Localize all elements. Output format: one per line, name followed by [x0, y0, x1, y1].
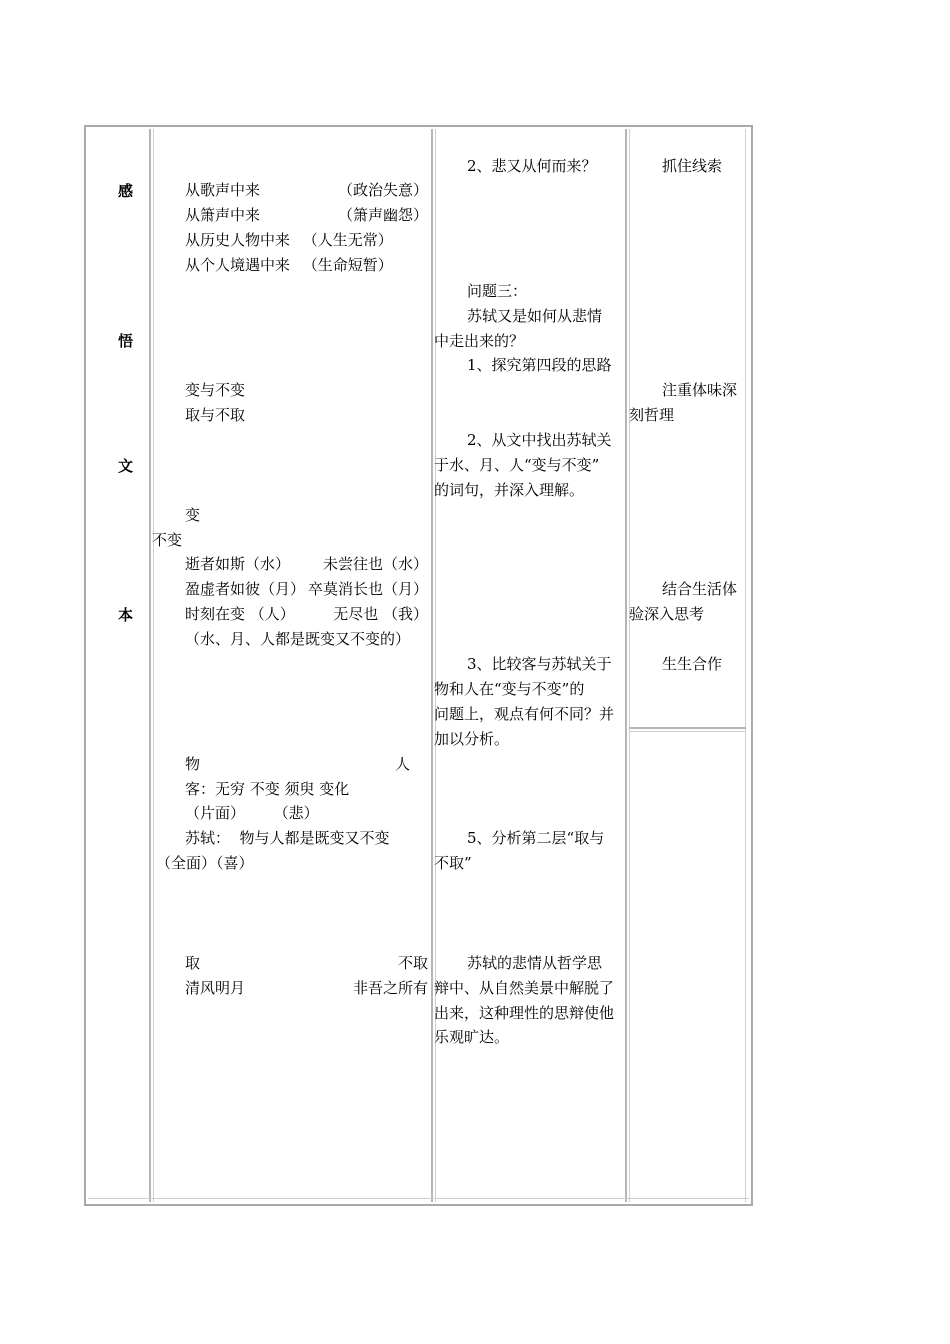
- question-3-line1: 苏轼又是如何从悲情: [467, 307, 603, 325]
- pair-a: 时刻在变 （人）: [185, 605, 295, 623]
- source-label: 从歌声中来: [185, 181, 261, 199]
- topic-change: 变与不变: [185, 381, 246, 399]
- table-frame: [84, 125, 753, 1206]
- source-note: （箫声幽怨）: [337, 206, 428, 224]
- pair-b: 卒莫消长也（月）: [307, 580, 428, 598]
- pair-a: 逝者如斯（水）: [185, 555, 291, 573]
- step-3-line4: 加以分析。: [434, 730, 510, 748]
- source-row-2: [185, 203, 428, 228]
- label-nochange: 不变: [152, 531, 183, 549]
- sushi-line: 苏轼： 物与人都是既变又不变: [185, 829, 390, 847]
- source-note: （生命短暂）: [302, 256, 393, 274]
- pair-row-3: [185, 602, 428, 627]
- step-3-line2: 物和人在“变与不变”的: [434, 680, 585, 698]
- source-note: （政治失意）: [337, 181, 428, 199]
- summary-line: （水、月、人都是既变又不变的）: [185, 630, 411, 648]
- row-divider-col4: [629, 727, 746, 729]
- label-feiwu: 非吾之所有: [352, 979, 428, 997]
- conclusion-line4: 乐观旷达。: [434, 1028, 510, 1046]
- qingfeng-row: [185, 976, 428, 1001]
- note-3-line1: 结合生活体: [662, 580, 738, 598]
- pair-b: 无尽也 （我）: [333, 605, 428, 623]
- source-label: 从箫声中来: [185, 206, 261, 224]
- note-3-line2: 验深入思考: [629, 605, 705, 623]
- step-5-line1: 5、分析第二层“取与: [467, 829, 605, 847]
- label-buqu: 不取: [397, 954, 428, 972]
- pair-b: 未尝往也（水）: [322, 555, 428, 573]
- heading-char-1: 感: [118, 182, 134, 200]
- ke-note: （片面） （悲）: [185, 804, 319, 822]
- column-divider-3: [625, 129, 627, 1202]
- column-divider-4-inner: [745, 129, 746, 1202]
- ke-line: 客：无穷 不变 须臾 变化: [185, 780, 350, 798]
- topic-take: 取与不取: [185, 406, 246, 424]
- source-note: （人生无常）: [302, 231, 393, 249]
- heading-char-2: 悟: [118, 332, 134, 350]
- conclusion-line3: 出来，这种理性的思辩使他: [434, 1004, 615, 1022]
- question-3-line2: 中走出来的？: [434, 332, 525, 350]
- pair-a: 盈虚者如彼（月）: [185, 580, 306, 598]
- conclusion-line1: 苏轼的悲情从哲学思: [467, 954, 603, 972]
- column-divider-1-inner: [153, 129, 154, 1202]
- step-3-line3: 问题上，观点有何不同？并: [434, 705, 615, 723]
- step-1: 1、探究第四段的思路: [467, 356, 612, 374]
- source-label: 从个人境遇中来: [185, 256, 291, 274]
- note-4: 生生合作: [662, 655, 723, 673]
- source-label: 从历史人物中来: [185, 231, 291, 249]
- note-1: 抓住线索: [662, 157, 723, 175]
- label-wu: 物: [185, 755, 201, 773]
- note-2-line2: 刻哲理: [629, 406, 675, 424]
- conclusion-line2: 辩中、从自然美景中解脱了: [434, 979, 615, 997]
- label-ren: 人: [394, 755, 410, 773]
- note-2-line1: 注重体味深: [662, 381, 738, 399]
- column-divider-1: [149, 129, 151, 1202]
- label-change: 变: [185, 506, 201, 524]
- step-3-line1: 3、比较客与苏轼关于: [467, 655, 612, 673]
- source-row-1: [185, 178, 428, 203]
- source-row-4: [185, 253, 393, 278]
- heading-char-4: 本: [118, 606, 134, 624]
- step-2-line3: 的词句，并深入理解。: [434, 481, 585, 499]
- column-divider-2: [431, 129, 433, 1202]
- column-divider-3-inner: [629, 129, 630, 1202]
- row-divider-col4-inner: [629, 731, 746, 732]
- source-row-3: [185, 228, 393, 253]
- step-5-line2: 不取”: [434, 854, 472, 872]
- pair-row-2: [185, 577, 428, 602]
- step-2-line2: 于水、月、人“变与不变”: [434, 456, 600, 474]
- question-2: 2、悲又从何而来？: [467, 157, 597, 175]
- wu-ren-row: [185, 752, 410, 777]
- label-qingfeng: 清风明月: [185, 979, 246, 997]
- pair-row-1: [185, 552, 428, 577]
- heading-char-3: 文: [118, 457, 134, 475]
- question-3-title: 问题三：: [467, 282, 528, 300]
- label-qu: 取: [185, 954, 201, 972]
- step-2-line1: 2、从文中找出苏轼关: [467, 431, 612, 449]
- sushi-note: （全面）（喜）: [156, 854, 254, 872]
- qu-row: [185, 951, 428, 976]
- table-bottom-inner: [88, 1198, 749, 1199]
